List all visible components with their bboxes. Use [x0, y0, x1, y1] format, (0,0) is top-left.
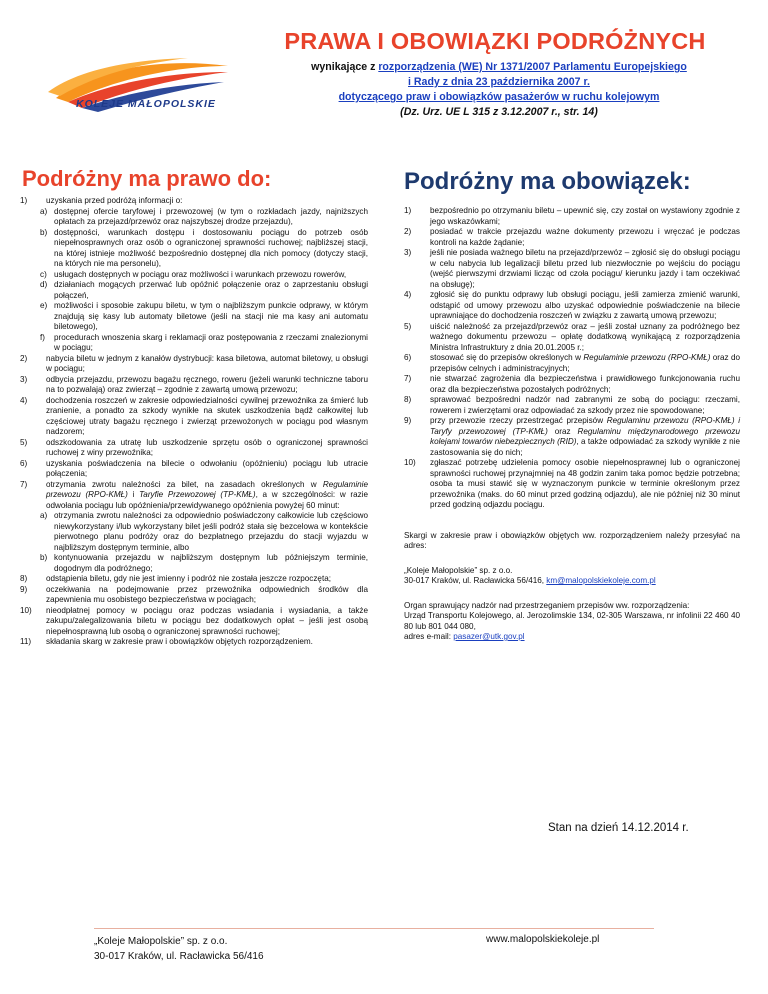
item-text: dostępnej ofercie taryfowej i przewozowej (w tym o rozkładach jazdy, najniższych opłatach za przejazd/przewóz oraz najszybszej drodze przejazdu), [54, 206, 368, 226]
list-item: 7) nie stwarzać zagrożenia dla bezpieczeństwa i prawidłowego funkcjonowania ruchu oraz dla bezpieczeństwa pozostałych podróżnych; [404, 374, 740, 394]
authority-email-prefix: adres e-mail: [404, 632, 454, 641]
item-text: otrzymania zwrotu należności za odpowiednio poświadczony całkowicie lub częściowo niewykorzystany i/lub wykorzystany bilet jeśli podróż stała się bezcelowa w kontekście pierwotnego planu podróży oraz do bezpłatnego przejazdu do stacji wyjazdu w najbliższym dostępnym terminie, albo [54, 511, 368, 552]
authority-email-link[interactable]: pasazer@utk.gov.pl [453, 632, 525, 641]
list-item: 8) odstąpienia biletu, gdy nie jest imienny i podróż nie została jeszcze rozpoczęta; [20, 574, 331, 583]
item-text: posiadać w trakcie przejazdu ważne dokumenty przewozu i wręczać je podczas kontroli na każde żądanie; [430, 227, 740, 247]
rights-list [20, 196, 368, 648]
item-text: odbycia przejazdu, przewozu bagażu ręcznego, roweru (jeżeli warunki techniczne taboru na to pozwalają) oraz zwierząt – zgodnie z zawartą umową przewozu; [46, 374, 368, 394]
list-item: 3) odbycia przejazdu, przewozu bagażu ręcznego, roweru (jeżeli warunki techniczne taboru na to pozwalają) oraz zwierząt – zgodnie z zawartą umową przewozu; [20, 374, 368, 394]
company-addr: 30-017 Kraków, ul. Racławicka 56/416, [404, 576, 547, 585]
regulation-name: Regulaminu przewozu (RPO-KMŁ) i Taryfy przewozowej (TP-KMŁ) [430, 416, 741, 436]
sub-item: c) usługach dostępnych w pociągu oraz możliwości i warunkach przewozu rowerów, [40, 269, 347, 279]
footer-website[interactable]: www.malopolskiekoleje.pl [486, 934, 600, 945]
tariff-name: Taryfie Przewozowej (TP-KMŁ) [139, 490, 256, 499]
logo-text: KOLEJE MAŁOPOLSKIE [76, 98, 216, 110]
koleje-malopolskie-logo [38, 52, 248, 132]
item-text: dostępności, warunkach dostępu i dostosowaniu pociągu do potrzeb osób niepełnosprawnych oraz osób o ograniczonej sprawności ruchowej; najbliższej stacji, na której istnieje możliwość bezpośrednio dostępnej dla nich pomocy (dotyczy stacji, na których nie ma personelu), [54, 227, 368, 268]
journal-reference: (Dz. Urz. UE L 315 z 3.12.2007 r., str. 14) [400, 106, 598, 118]
item-text: uzyskania poświadczenia na bilecie o odwołaniu (opóźnieniu) pociągu lub utracie połączenia; [46, 458, 368, 478]
regulation-link-1[interactable]: rozporządzenia (WE) Nr 1371/2007 Parlamentu Europejskiego [378, 61, 687, 73]
item-text: kontynuowania przejazdu w najbliższym dostępnym lub późniejszym terminie, dogodnym dla podróżnego; [54, 553, 368, 573]
list-item: 5) odszkodowania za utratę lub uszkodzenie sprzętu osób o ograniczonej sprawności ruchowej z winy przewoźnika; [20, 437, 368, 457]
footer-company: „Koleje Małopolskie” sp. z o.o. [94, 936, 228, 947]
item-text: oraz do przepisów celnych i administracyjnych; [430, 353, 741, 373]
list-item: 2) posiadać w trakcie przejazdu ważne dokumenty przewozu i wręczać je podczas kontroli na każde żądanie; [404, 227, 740, 247]
item-text: oraz [547, 426, 578, 436]
list-item: 9) oczekiwania na podejmowanie przez przewoźnika odpowiednich środków dla zapewnienia mu osobistego bezpieczeństwa w pociągach; [20, 584, 368, 604]
list-item: 6) stosować się do przepisów określonych w Regulaminie przewozu (RPO-KMŁ) oraz do przepisów celnych i administracyjnych; [404, 353, 741, 373]
sub-item: a) dostępnej ofercie taryfowej i przewozowej (w tym o rozkładach jazdy, najniższych opłatach za przejazd/przewóz oraz najszybszej drodze przejazdu), [40, 206, 368, 226]
list-item: 8) sprawować bezpośredni nadzór nad zabranymi ze sobą do pociągu: rzeczami, rowerem i zwierzętami oraz odpowiadać za szkody przez nie spowodowane; [404, 395, 740, 415]
list-item: 3) jeśli nie posiada ważnego biletu na przejazd/przewóz – zgłosić się do obsługi pociągu w celu nabycia lub legalizacji biletu przed lub niezwłocznie po wejściu do pociągu (wejść pierwszymi drzwiami licząc od czoła pociągu/ kierunku jazdy i tam oczekiwać na obsługę); [404, 248, 740, 289]
company-email-link[interactable]: km@malopolskiekoleje.com.pl [546, 576, 656, 585]
item-text: nabycia biletu w jednym z kanałów dystrybucji: kasa biletowa, automat biletowy, u obsługi w pociągu; [46, 353, 368, 373]
list-item: 6) uzyskania poświadczenia na bilecie o odwołaniu (opóźnieniu) pociągu lub utracie połączenia; [20, 458, 368, 478]
item-text: i [127, 490, 140, 499]
item-text: składania skarg w zakresie praw i obowiązków objętych rozporządzeniem. [46, 637, 313, 646]
list-item: 2) nabycia biletu w jednym z kanałów dystrybucji: kasa biletowa, automat biletowy, u obsługi w pociągu; [20, 353, 368, 373]
list-item: 7) otrzymania zwrotu należności za bilet, na zasadach określonych w Regulaminie przewozu (RPO-KMŁ) i Taryfie Przewozowej (TP-KMŁ), a w szczególności: w razie odwołania pociągu lub opóźnienia/przewidywanego opóźnienia powyżej 60 minut: [20, 479, 368, 510]
rights-heading: Podróżny ma prawo do: [22, 166, 272, 191]
item-text: stosować się do przepisów określonych w [430, 353, 584, 362]
item-text: , a także odpowiadać za szkody wynikłe z nie zastosowania się do nich; [430, 437, 740, 457]
duties-list [404, 206, 740, 643]
item-text: , a w szczególności: w razie odwołania pociągu lub opóźnienia/przewidywanego opóźnienia powyżej 60 minut: [46, 490, 368, 510]
regulation-link-2[interactable]: i Rady z dnia 23 października 2007 r. [408, 76, 590, 88]
sub-item: e) możliwości i sposobie zakupu biletu, w tym o najbliższym punkcie odprawy, w którym znajdują się kasy lub automaty biletowe (jeśli na stacji nie ma kasy ani automatu biletowego), [40, 301, 368, 331]
item-text: nieodpłatnej pomocy w pociągu oraz podczas wsiadania i wysiadania, a także zakupu/zalegalizowania biletu w pociągu bez dodatkowych opłat – jeśli jest osobą niepełnosprawną lub osobą o ograniczonej sprawności ruchowej; [46, 605, 368, 636]
list-item: 11) składania skarg w zakresie praw i obowiązków objętych rozporządzeniem. [20, 637, 313, 646]
authority-addr: Urząd Transportu Kolejowego, al. Jerozolimskie 134, 02-305 Warszawa, nr infolinii 22 460 40 80 lub 801 044 080, [404, 611, 740, 631]
item-text: otrzymania zwrotu należności za bilet, na zasadach określonych w [46, 479, 323, 489]
status-date: Stan na dzień 14.12.2014 r. [548, 822, 689, 834]
list-item: 1) uzyskania przed podróżą informacji o: [20, 196, 183, 205]
sub-item: b) kontynuowania przejazdu w najbliższym dostępnym lub późniejszym terminie, dogodnym dla podróżnego; [40, 553, 368, 573]
company-address [404, 566, 740, 587]
item-text: nie stwarzać zagrożenia dla bezpieczeństwa i prawidłowego funkcjonowania ruchu oraz dla bezpieczeństwa pozostałych podróżnych; [430, 374, 740, 394]
item-text: jeśli nie posiada ważnego biletu na przejazd/przewóz – zgłosić się do obsługi pociągu w celu nabycia lub legalizacji biletu przed lub niezwłocznie po wejściu do pociągu (wejść pierwszymi drzwiami licząc od czoła pociągu/ kierunku jazdy i tam oczekiwać na obsługę); [430, 248, 740, 289]
item-text: przy przewozie rzeczy przestrzegać przepisów [430, 416, 607, 425]
item-text: zgłosić się do punktu odprawy lub obsługi pociągu, jeśli zamierza zmienić warunki, odstąpić od umowy przewozu albo uzyskać odpowiednie poświadczenie na bilecie uprawniające do dochodzenia roszczeń w związku z zawartą umową przewozu; [430, 290, 740, 320]
item-text: dochodzenia roszczeń w zakresie odpowiedzialności cywilnej przewoźnika za śmierć lub zranienie, a ponadto za szkody wynikłe na skutek uszkodzenia bądź całkowitej lub częściowej utraty bagażu ręcznego i zwierząt przewożonych w pociągu pod własnym nadzorem; [46, 395, 368, 436]
item-text: procedurach wnoszenia skarg i reklamacji oraz postępowania z rzeczami znalezionymi w pociągu; [54, 332, 368, 352]
sub-item: f) procedurach wnoszenia skarg i reklamacji oraz postępowania z rzeczami znalezionymi w pociągu; [40, 332, 368, 352]
regulation-reference [250, 60, 748, 120]
item-text: zgłaszać potrzebę udzielenia pomocy osobie niepełnosprawnej lub o ograniczonej sprawności ruchowej przynajmniej na 48 godzin zanim taka pomoc będzie potrzebna; osoba ta musi stawić się w wyznaczonym punkcie w terminie określonym przez przewoźnika (maks. do 60 minut przed godziną odjazdu), ale nie później niż 30 minut przed godziną odjazdu pociągu. [430, 458, 740, 509]
item-text: sprawować bezpośredni nadzór nad zabranymi ze sobą do pociągu: rzeczami, rowerem i zwierzętami oraz odpowiadać za szkody przez nie spowodowane; [430, 395, 740, 415]
page-title: PRAWA I OBOWIĄZKI PODRÓŻNYCH [284, 28, 706, 54]
list-item: 9) przy przewozie rzeczy przestrzegać przepisów Regulaminu przewozu (RPO-KMŁ) i Taryfy przewozowej (TP-KMŁ) oraz Regulaminu międzynarodowego przewozu kolejami towarów niebezpiecznych (RID), a także odpowiadać za szkody wynikłe z nie zastosowania się do nich; [404, 416, 741, 457]
item-text: bezpośrednio po otrzymaniu biletu – upewnić się, czy został on wystawiony zgodnie z jego wskazówkami; [430, 206, 740, 226]
regulation-link-3[interactable]: dotyczącego praw i obowiązków pasażerów w ruchu kolejowym [338, 91, 660, 103]
regulation-name: Regulaminie przewozu (RPO-KMŁ) [583, 353, 711, 362]
authority-block [404, 601, 740, 643]
regulation-name: Regulaminie przewozu (RPO-KMŁ) [46, 479, 368, 499]
complaints-intro: Skargi w zakresie praw i obowiązków objętych ww. rozporządzeniem należy przesyłać na adres: [404, 530, 740, 550]
rid-name: Regulaminu międzynarodowego przewozu kolejami towarów niebezpiecznych (RID) [430, 426, 740, 446]
item-text: odstąpienia biletu, gdy nie jest imienny i podróż nie została jeszcze rozpoczęta; [46, 574, 331, 583]
item-text: usługach dostępnych w pociągu oraz możliwości i warunkach przewozu rowerów, [54, 269, 347, 279]
footer-divider [94, 928, 654, 929]
item-text: uzyskania przed podróżą informacji o: [46, 196, 183, 205]
list-item: 10) zgłaszać potrzebę udzielenia pomocy osobie niepełnosprawnej lub o ograniczonej sprawności ruchowej przynajmniej na 48 godzin zanim taka pomoc będzie potrzebna; osoba ta musi stawić się w wyznaczonym punkcie w terminie określonym przez przewoźnika (maks. do 60 minut przed godziną odjazdu), ale nie później niż 30 minut przed godziną odjazdu pociągu. [404, 458, 740, 509]
footer-street: 30-017 Kraków, ul. Racławicka 56/416 [94, 951, 264, 962]
footer-address [94, 934, 264, 964]
sub-item: a) otrzymania zwrotu należności za odpowiednio poświadczony całkowicie lub częściowo niewykorzystany i/lub wykorzystany bilet jeśli podróż stała się bezcelowa w kontekście pierwotnego planu podróży oraz do bezpłatnego przejazdu do stacji wyjazdu w najbliższym dostępnym terminie, albo [40, 511, 368, 552]
authority-intro: Organ sprawujący nadzór nad przestrzeganiem przepisów ww. rozporządzenia: [404, 600, 690, 610]
item-text: oczekiwania na podejmowanie przez przewoźnika odpowiednich środków dla zapewnienia mu osobistego bezpieczeństwa w pociągach; [46, 584, 368, 604]
item-text: uiścić należność za przejazd/przewóz oraz – jeśli został uznany za podróżnego bez ważnego dokumentu przewozu – opłatę dodatkową wynikającą z rozporządzenia Ministra Infrastruktury z dnia 20.01.2005 r.; [430, 321, 740, 352]
company-name: „Koleje Małopolskie” sp. z o.o. [404, 565, 513, 575]
list-item: 10) nieodpłatnej pomocy w pociągu oraz podczas wsiadania i wysiadania, a także zakupu/zalegalizowania biletu w pociągu bez dodatkowych opłat – jeśli jest osobą niepełnosprawną lub osobą o ograniczonej sprawności ruchowej; [20, 605, 368, 636]
duties-heading: Podróżny ma obowiązek: [404, 168, 691, 195]
list-item: 5) uiścić należność za przejazd/przewóz oraz – jeśli został uznany za podróżnego bez ważnego dokumentu przewozu – opłatę dodatkową wynikającą z rozporządzenia Ministra Infrastruktury z dnia 20.01.2005 r.; [404, 321, 740, 352]
item-text: możliwości i sposobie zakupu biletu, w tym o najbliższym punkcie odprawy, w którym znajdują się kasy lub automaty biletowe (jeśli na stacji nie ma kasy ani automatu biletowego), [54, 301, 368, 331]
subtitle-prefix: wynikające z [311, 61, 379, 73]
list-item: 4) zgłosić się do punktu odprawy lub obsługi pociągu, jeśli zamierza zmienić warunki, odstąpić od umowy przewozu albo uzyskać odpowiednie poświadczenie na bilecie uprawniające do dochodzenia roszczeń w związku z zawartą umową przewozu; [404, 290, 740, 320]
list-item: 4) dochodzenia roszczeń w zakresie odpowiedzialności cywilnej przewoźnika za śmierć lub zranienie, a ponadto za szkody wynikłe na skutek uszkodzenia bądź całkowitej lub częściowej utraty bagażu ręcznego i zwierząt przewożonych w pociągu pod własnym nadzorem; [20, 395, 368, 436]
sub-item: d) działaniach mogących przerwać lub opóźnić połączenie oraz o zaprzestaniu obsługi połączeń, [40, 280, 368, 300]
list-item: 1) bezpośrednio po otrzymaniu biletu – upewnić się, czy został on wystawiony zgodnie z jego wskazówkami; [404, 206, 740, 226]
item-text: działaniach mogących przerwać lub opóźnić połączenie oraz o zaprzestaniu obsługi połączeń, [54, 280, 368, 300]
sub-item: b) dostępności, warunkach dostępu i dostosowaniu pociągu do potrzeb osób niepełnosprawnych oraz osób o ograniczonej sprawności ruchowej; najbliższej stacji, na której istnieje możliwość bezpośrednio dostępnej dla nich pomocy (dotyczy stacji, na których nie ma personelu), [40, 227, 368, 268]
item-text: odszkodowania za utratę lub uszkodzenie sprzętu osób o ograniczonej sprawności ruchowej z winy przewoźnika; [46, 437, 368, 457]
